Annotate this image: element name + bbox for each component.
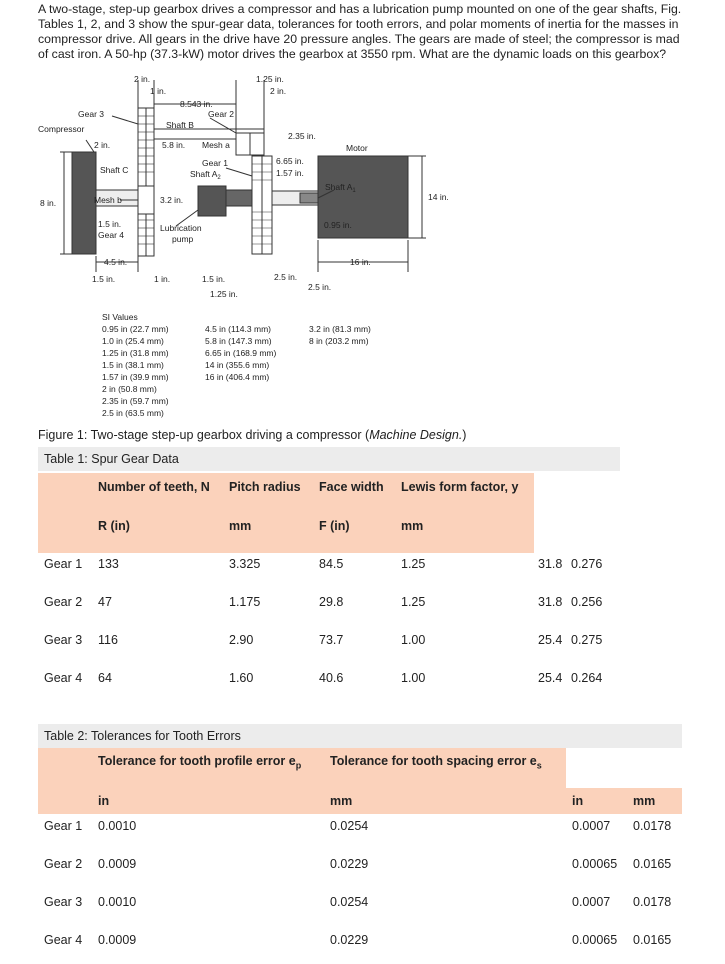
table-cell: 73.7: [319, 633, 344, 647]
table-cell: 2.90: [229, 633, 254, 647]
dim-label: 1.5 in.: [98, 219, 122, 229]
table-cell: 40.6: [319, 671, 344, 685]
col-header: mm: [330, 794, 353, 808]
table-cell: 0.276: [571, 557, 603, 571]
label-compressor: Compressor: [38, 124, 85, 134]
label-shaft-c: Shaft C: [100, 165, 129, 175]
si-value: 1.25 in (31.8 mm): [102, 348, 169, 358]
label-mesh-a: Mesh a: [202, 140, 230, 150]
col-header: mm: [229, 519, 252, 533]
col-header: in: [572, 794, 584, 808]
si-value: 3.2 in (81.3 mm): [309, 324, 371, 334]
row-label: Gear 1: [44, 557, 83, 571]
dim-label: 16 in.: [350, 257, 371, 267]
table-cell: 0.0165: [633, 857, 672, 871]
table-cell: 0.0007: [572, 819, 611, 833]
dim-label: 0.95 in.: [324, 220, 352, 230]
dim-label: 1 in.: [150, 86, 167, 96]
table-cell: 0.0229: [330, 857, 369, 871]
col-header: Lewis form factor, y: [401, 480, 519, 494]
table-cell: 1.60: [229, 671, 254, 685]
lubrication-pump: [198, 186, 226, 216]
table-cell: 0.256: [571, 595, 603, 609]
table-cell: 84.5: [319, 557, 344, 571]
dim-label: 8.543 in.: [180, 99, 213, 109]
table-1-caption: Table 1: Spur Gear Data: [38, 447, 620, 471]
table-cell: 31.8: [538, 557, 563, 571]
label-shaft-b: Shaft B: [166, 120, 194, 130]
table-cell: 116: [98, 633, 118, 647]
dim-label: 2.5 in.: [274, 272, 298, 282]
si-value: 1.0 in (25.4 mm): [102, 336, 164, 346]
table-cell: 47: [98, 595, 112, 609]
gear-4-body: [138, 186, 154, 214]
col-header: F (in): [319, 519, 350, 533]
label-motor: Motor: [346, 143, 368, 153]
si-title: SI Values: [102, 312, 138, 322]
si-value: 5.8 in (147.3 mm): [205, 336, 272, 346]
si-value: 14 in (355.6 mm): [205, 360, 270, 370]
label-shaft-a1: Shaft $A_1$: [325, 182, 356, 194]
col-header: Number of teeth, N: [98, 480, 210, 494]
dim-label: 5.8 in.: [162, 140, 186, 150]
label-gear-2: Gear 2: [208, 109, 234, 119]
dim-label: 1.57 in.: [276, 168, 304, 178]
dim-label: 2 in.: [94, 140, 111, 150]
dim-label: 1.25 in.: [256, 74, 284, 84]
label-lubrication: Lubrication: [160, 223, 202, 233]
dim-label: 1 in.: [154, 274, 171, 284]
col-header: mm: [633, 794, 656, 808]
table-cell: 1.00: [401, 671, 426, 685]
problem-line: compressor drive. All gears in the drive have 20 pressure angles. The gears are made of steel; the compressor is mad: [38, 32, 680, 46]
compressor-body: [72, 152, 96, 254]
table-cell: 1.00: [401, 633, 426, 647]
label-gear-4: Gear 4: [98, 230, 124, 240]
dim-label: 4.5 in.: [104, 257, 128, 267]
col-header: Pitch radius: [229, 480, 301, 494]
col-header: Tolerance for tooth profile error $e_p$: [98, 754, 302, 771]
table-2-header-top: [38, 748, 566, 788]
row-label: Gear 3: [44, 895, 83, 909]
table-cell: 64: [98, 671, 112, 685]
table-cell: 0.0010: [98, 895, 137, 909]
table-cell: 0.275: [571, 633, 603, 647]
table-cell: 0.0010: [98, 819, 137, 833]
label-gear-3: Gear 3: [78, 109, 104, 119]
row-label: Gear 4: [44, 671, 83, 685]
problem-line: of cast iron. A 50-hp (37.3-kW) motor drives the gearbox at 3550 rpm. What are the dynamic loads on this gearbox?: [38, 47, 667, 61]
row-label: Gear 4: [44, 933, 83, 947]
table-cell: 29.8: [319, 595, 344, 609]
si-values: [102, 312, 371, 418]
table-cell: 0.0009: [98, 933, 137, 947]
table-cell: 0.00065: [572, 857, 618, 871]
dim-label: 2.5 in.: [308, 282, 332, 292]
table-cell: 0.0229: [330, 933, 369, 947]
dim-label: 1.5 in.: [92, 274, 116, 284]
table-cell: 0.0165: [633, 933, 672, 947]
col-header: R (in): [98, 519, 130, 533]
table-cell: 1.25: [401, 595, 426, 609]
si-value: 1.5 in (38.1 mm): [102, 360, 164, 370]
table-cell: 0.0254: [330, 895, 369, 909]
si-value: 2.5 in (63.5 mm): [102, 408, 164, 418]
dim-label: 8 in.: [40, 198, 57, 208]
row-label: Gear 3: [44, 633, 83, 647]
table-cell: 0.0254: [330, 819, 369, 833]
table-cell: 1.175: [229, 595, 261, 609]
si-value: 1.57 in (39.9 mm): [102, 372, 169, 382]
table-cell: 0.0178: [633, 819, 672, 833]
row-label: Gear 2: [44, 857, 83, 871]
table-cell: 31.8: [538, 595, 563, 609]
table-1-header: [38, 473, 534, 553]
dim-label: 6.65 in.: [276, 156, 304, 166]
si-value: 16 in (406.4 mm): [205, 372, 270, 382]
col-header: mm: [401, 519, 424, 533]
row-label: Gear 1: [44, 819, 83, 833]
col-header: Tolerance for tooth spacing error $e_s$: [330, 754, 542, 771]
problem-line: A two-stage, step-up gearbox drives a compressor and has a lubrication pump mounted on one of the gear shafts, Fig.: [38, 2, 682, 16]
table-cell: 133: [98, 557, 119, 571]
table-cell: 25.4: [538, 633, 563, 647]
label-gear-1: Gear 1: [202, 158, 228, 168]
table-cell: 25.4: [538, 671, 563, 685]
col-header: in: [98, 794, 110, 808]
dim-label: 2.35 in.: [288, 131, 316, 141]
table-cell: 0.0007: [572, 895, 611, 909]
table-cell: 0.00065: [572, 933, 618, 947]
si-value: 2.35 in (59.7 mm): [102, 396, 169, 406]
label-pump: pump: [172, 234, 194, 244]
row-label: Gear 2: [44, 595, 83, 609]
si-value: 8 in (203.2 mm): [309, 336, 369, 346]
si-value: 4.5 in (114.3 mm): [205, 324, 271, 334]
si-value: 2 in (50.8 mm): [102, 384, 157, 394]
dim-label: 1.5 in.: [202, 274, 226, 284]
table-2-header-units: [38, 788, 682, 814]
figure-caption: Figure 1: Two-stage step-up gearbox driving a compressor (Machine Design.): [38, 428, 467, 442]
table-cell: 0.0009: [98, 857, 137, 871]
dim-label: 14 in.: [428, 192, 449, 202]
dim-label: 2 in.: [270, 86, 287, 96]
dim-label: 3.2 in.: [160, 195, 184, 205]
si-value: 6.65 in (168.9 mm): [205, 348, 277, 358]
gearbox-diagram: [0, 72, 725, 428]
label-shaft-a2: Shaft $A_2$: [190, 169, 221, 181]
dim-label: 2 in.: [134, 74, 151, 84]
table-cell: 0.0178: [633, 895, 672, 909]
problem-statement: [38, 2, 725, 62]
dim-label: 1.25 in.: [210, 289, 238, 299]
table-cell: 1.25: [401, 557, 426, 571]
table-cell: 3.325: [229, 557, 261, 571]
label-mesh-b: Mesh b: [94, 195, 122, 205]
table-cell: 0.264: [571, 671, 603, 685]
problem-line: Tables 1, 2, and 3 show the spur-gear data, tolerances for tooth errors, and polar moments of inertia for the masses in: [38, 17, 679, 31]
col-header: Face width: [319, 480, 384, 494]
table-2-caption: Table 2: Tolerances for Tooth Errors: [38, 724, 682, 748]
diagram-lines: [60, 80, 426, 272]
si-value: 0.95 in (22.7 mm): [102, 324, 169, 334]
